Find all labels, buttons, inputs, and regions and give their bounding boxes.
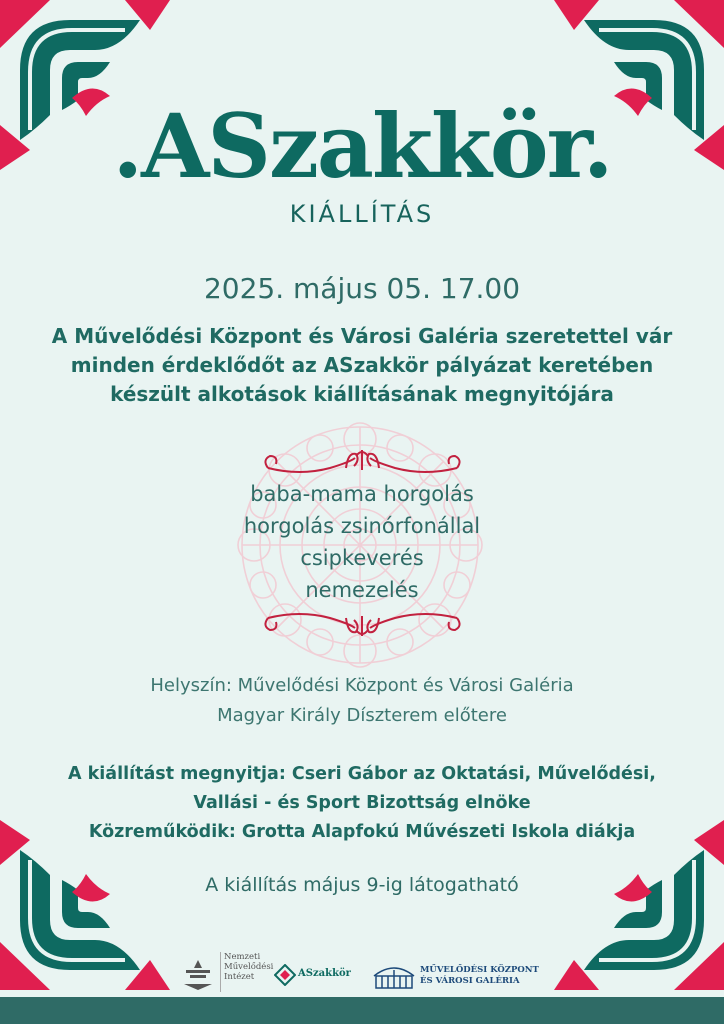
invitation-line: A Művelődési Központ és Városi Galéria szeretettel vár (51, 324, 673, 348)
aszakkor-logo-text: ASzakkör (298, 968, 351, 979)
invitation-line: készült alkotások kiállításának megnyitójára (110, 382, 614, 406)
event-subtitle: KIÁLLÍTÁS (289, 200, 435, 228)
venue-line: Magyar Király Díszterem előtere (217, 705, 507, 726)
opening-line: A kiállítást megnyitja: Cseri Gábor az Oktatási, Művelődési, (68, 764, 656, 784)
bottom-bar (0, 997, 724, 1024)
scroll-flourish-icon (260, 604, 465, 640)
opening-info (0, 760, 724, 847)
event-date: 2025. május 05. 17.00 (203, 272, 521, 305)
invitation-text (50, 322, 674, 409)
nmi-logo-line: Intézet (224, 972, 255, 982)
scroll-flourish-icon (260, 446, 465, 482)
gallery-logo-text (420, 965, 539, 987)
invitation-line: minden érdeklődőt az ASzakkör pályázat keretében (70, 353, 654, 377)
craft-item: horgolás zsinórfonállal (243, 514, 481, 538)
event-title: .ASzakkör. (112, 94, 612, 198)
nmi-logo-text (224, 952, 273, 982)
opening-line: Közreműködik: Grotta Alapfokú Művészeti Iskola diákja (88, 822, 636, 842)
sponsor-logos (178, 948, 558, 998)
nmi-logo-line: Nemzeti (224, 952, 261, 962)
aszakkor-logo-icon (274, 964, 296, 986)
visiting-period: A kiállítás május 9-ig látogatható (205, 874, 519, 896)
nmi-logo-line: Művelődési (224, 962, 274, 972)
gallery-logo-line: MŰVELŐDÉSI KÖZPONT (420, 965, 539, 975)
venue-info (0, 671, 724, 731)
gallery-logo-line: ÉS VÁROSI GALÉRIA (420, 976, 520, 986)
gallery-logo-icon (372, 962, 416, 990)
craft-item: baba-mama horgolás (250, 482, 474, 506)
opening-line: Vallási - és Sport Bizottság elnöke (193, 793, 531, 813)
craft-item: nemezelés (305, 578, 419, 602)
venue-line: Helyszín: Művelődési Központ és Városi Galéria (150, 675, 574, 696)
nmi-logo-icon (178, 954, 218, 994)
logo-divider (220, 952, 221, 992)
craft-list (0, 478, 724, 606)
craft-item: csipkeverés (300, 546, 424, 570)
